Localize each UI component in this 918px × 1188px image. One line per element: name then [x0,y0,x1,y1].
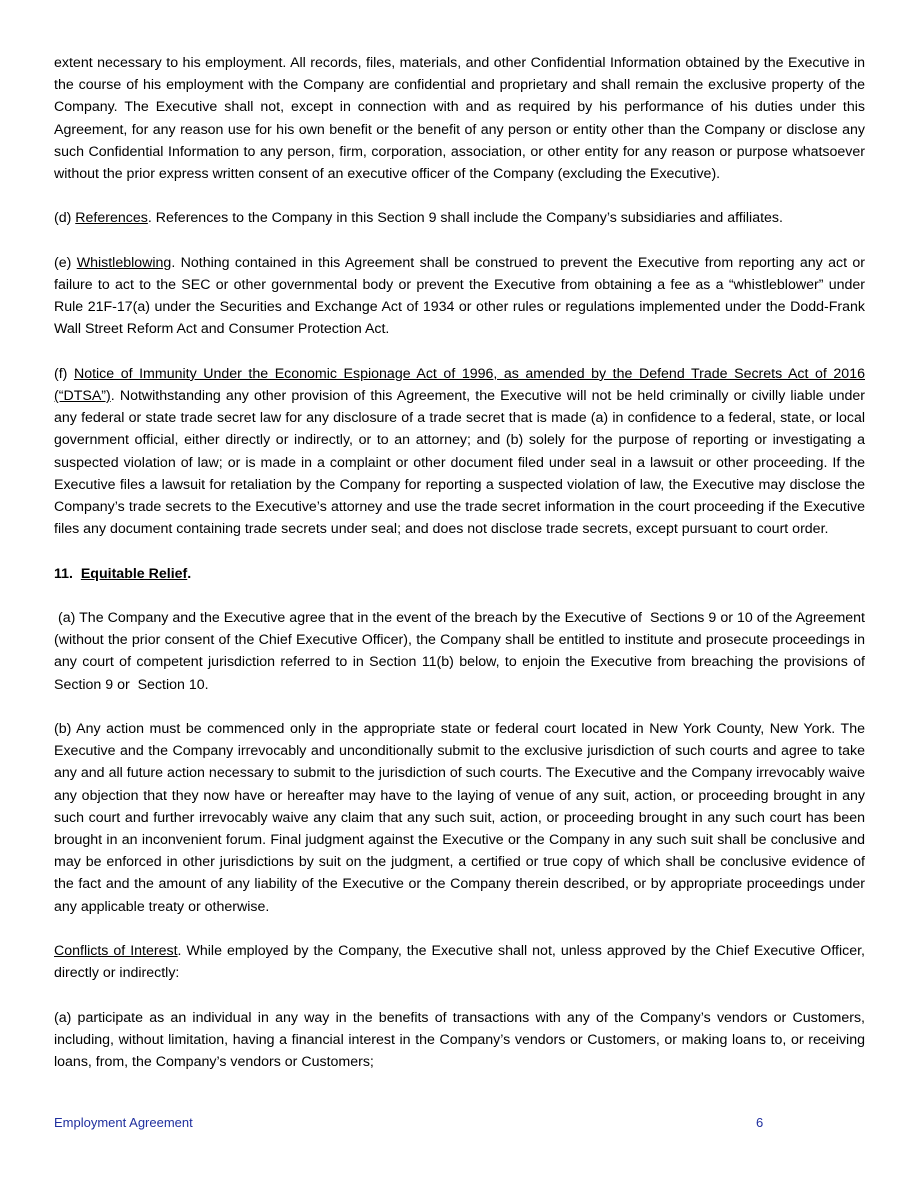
paragraph-e-prefix: (e) [54,254,77,271]
paragraph-confidential-continued: extent necessary to his employment. All records, files, materials, and other Confidential Information obtained by the Executive in the course of his employment with the Company are confidential and proprietary and shall remain the exclusive property of the Company. The Executive shall not, except in connection with and as required by his performance of his duties under this Agreement, for any reason use for his own benefit or the benefit of any person or entity other than the Company or disclose any such Confidential Information to any person, firm, corporation, association, or other entity for any reason or purpose whatsoever without the prior express written consent of an executive officer of the Company (excluding the Executive). [54,55,865,183]
paragraph-f-prefix: (f) [54,365,74,382]
paragraph-d-prefix: (d) [54,210,76,227]
footer-page-number: 6 [756,1115,764,1130]
paragraph-11a: (a) The Company and the Executive agree that in the event of the breach by the Executive of Sections 9 or 10 of the Agreement (without the prior consent of the Chief Executive Officer), the Company shall be entitled to institute and prosecute proceedings in any court of competent jurisdiction referred to in Section 11(b) below, to enjoin the Executive from breaching the provisions of Section 9 or Section 10. [54,610,869,693]
footer-title: Employment Agreement [54,1115,193,1130]
paragraph-d-references [54,207,865,229]
whistleblowing-heading: Whistleblowing [76,254,172,271]
conflicts-of-interest-heading: Conflicts of Interest [54,943,178,960]
paragraph-conflicts-of-interest [54,940,865,984]
document-page [54,52,869,1073]
section-11-title: Equitable Relief [80,565,188,582]
paragraph-11b: (b) Any action must be commenced only in the appropriate state or federal court located in New York County, New York. The Executive and the Company irrevocably and unconditionally submit to the exclusive jurisdiction of such courts and agree to take any and all future action necessary to submit to the jurisdiction of such courts. The Executive and the Company irrevocably waive any objection that they now have or hereafter may have to the laying of venue of any suit, action, or proceeding brought in any such court and further irrevocably waive any claim that any such suit, action, or proceeding brought in any such court has been brought in an inconvenient forum. Final judgment against the Executive or the Company in any such suit shall be conclusive and may be enforced in other jurisdictions by suit on the judgment, a certified or true copy of which shall be conclusive evidence of the fact and the amount of any liability of the Executive or the Company therein described, or by appropriate proceedings under any applicable treaty or otherwise. [54,721,865,915]
paragraph-e-body: . Nothing contained in this Agreement shall be construed to prevent the Executive from reporting any act or failure to act to the SEC or other governmental body or prevent the Executive from obtaining a fee as a “whistleblower” under Rule 21F-17(a) under the Securities and Exchange Act of 1934 or other rules or regulations implemented under the Dodd-Frank Wall Street Reform Act and Consumer Protection Act. [54,254,865,338]
section-11-period: . [187,565,192,582]
section-11-heading [54,563,865,585]
references-heading: References [75,210,148,227]
section-11-number: 11. [54,565,73,582]
paragraph-e-whistleblowing [54,252,865,341]
paragraph-f-notice-of-immunity [54,363,865,541]
notice-of-immunity-heading: Notice of Immunity Under the Economic Espionage Act of 1996, as amended by the Defend Trade Secrets Act of 2016 (“DTSA”) [54,365,865,404]
conflicts-of-interest-body: . While employed by the Company, the Executive shall not, unless approved by the Chief Executive Officer, directly or indirectly: [54,943,865,982]
paragraph-conflicts-a: (a) participate as an individual in any way in the benefits of transactions with any of the Company’s vendors or Customers, including, without limitation, having a financial interest in the Company’s vendors or Customers, or making loans to, or receiving loans, from, the Company’s vendors or Customers; [54,1009,865,1071]
paragraph-f-body: . Notwithstanding any other provision of this Agreement, the Executive will not be held criminally or civilly liable under any federal or state trade secret law for any disclosure of a trade secret that is made (a) in confidence to a federal, state, or local government official, either directly or indirectly, or to an attorney; and (b) solely for the purpose of reporting or investigating a suspected violation of law; or is made in a complaint or other document filed under seal in a lawsuit or other proceeding. If the Executive files a lawsuit for retaliation by the Company for reporting a suspected violation of law, the Executive may disclose the Company’s trade secrets to the Executive’s attorney and use the trade secret information in the court proceeding if the Executive files any document containing trade secrets under seal; and does not disclose trade secrets, except pursuant to court order. [54,388,865,538]
paragraph-d-body: . References to the Company in this Section 9 shall include the Company’s subsidiaries and affiliates. [147,210,783,227]
